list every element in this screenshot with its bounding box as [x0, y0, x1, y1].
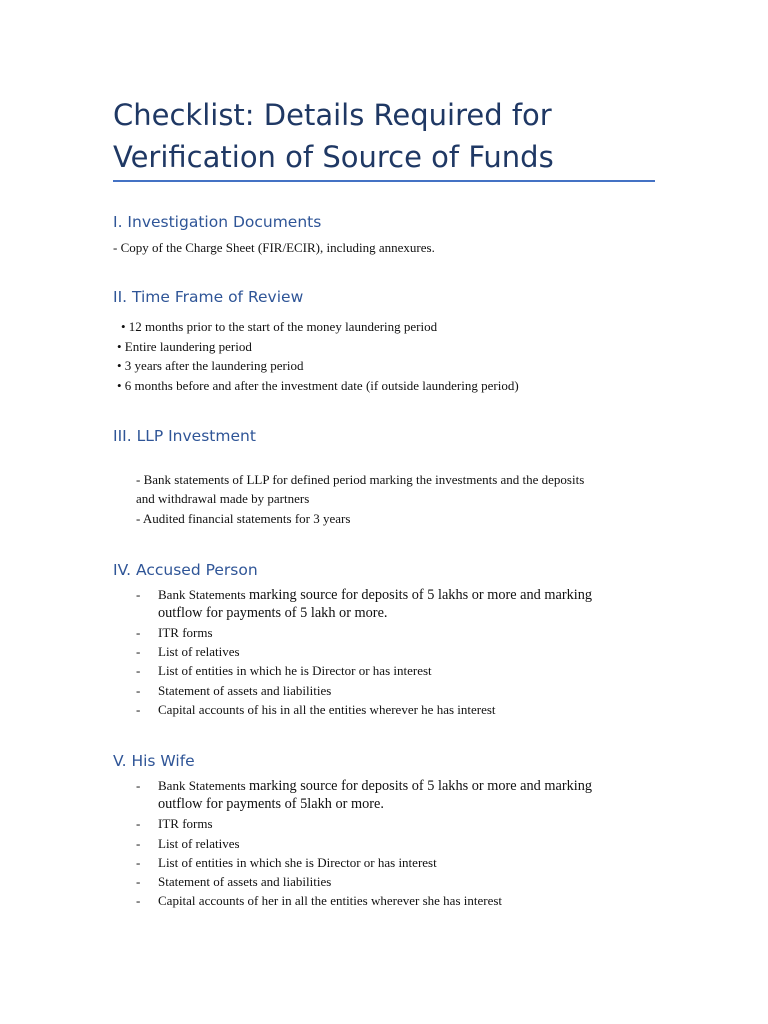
list-item: Statement of assets and liabilities [158, 683, 332, 698]
list-item: List of relatives [158, 644, 240, 659]
list-item: List of entities in which he is Director or has interest [158, 663, 432, 678]
section-heading-accused-person: IV. Accused Person [113, 561, 258, 579]
list-item: Capital accounts of her in all the entities wherever she has interest [158, 893, 503, 908]
list-dash: - [136, 778, 141, 793]
list-item: Capital accounts of his in all the entities wherever he has interest [158, 702, 496, 717]
list-item: List of entities in which she is Director or has interest [158, 855, 437, 870]
timeframe-bullet: • Entire laundering period [117, 339, 252, 354]
list-item: ITR forms [158, 816, 213, 831]
list-dash: - [136, 816, 141, 831]
title-underline [113, 180, 655, 182]
list-dash: - [136, 893, 141, 908]
section-heading-time-frame: II. Time Frame of Review [113, 288, 304, 306]
timeframe-bullet: • 3 years after the laundering period [117, 358, 304, 373]
section-heading-investigation-documents: I. Investigation Documents [113, 213, 322, 231]
list-item-detail: marking source for deposits of 5 lakhs or more and marking [249, 587, 593, 603]
charge-sheet-line: - Copy of the Charge Sheet (FIR/ECIR), including annexures. [113, 240, 435, 255]
llp-audited-statements-line: - Audited financial statements for 3 years [136, 511, 351, 526]
section-heading-llp-investment: III. LLP Investment [113, 427, 256, 445]
section-heading-his-wife: V. His Wife [113, 752, 195, 770]
list-dash: - [136, 683, 141, 698]
list-item: ITR forms [158, 625, 213, 640]
list-item-detail-cont: outflow for payments of 5lakh or more. [158, 796, 384, 812]
list-item-label: Bank Statements [158, 778, 249, 793]
list-item-bank-statements [158, 585, 658, 606]
list-item-detail-cont: outflow for payments of 5 lakh or more. [158, 605, 388, 621]
timeframe-bullet: • 6 months before and after the investment date (if outside laundering period) [117, 378, 519, 393]
list-dash: - [136, 836, 141, 851]
llp-bank-statements-line-cont: and withdrawal made by partners [136, 491, 310, 506]
list-dash: - [136, 702, 141, 717]
list-dash: - [136, 663, 141, 678]
list-dash: - [136, 855, 141, 870]
timeframe-bullet: • 12 months prior to the start of the money laundering period [121, 319, 438, 334]
list-dash: - [136, 625, 141, 640]
list-item-detail: marking source for deposits of 5 lakhs or more and marking [249, 778, 593, 794]
list-dash: - [136, 587, 141, 602]
llp-bank-statements-line: - Bank statements of LLP for defined period marking the investments and the deposits [136, 472, 585, 487]
list-dash: - [136, 644, 141, 659]
list-item: Statement of assets and liabilities [158, 874, 332, 889]
list-dash: - [136, 874, 141, 889]
list-item: List of relatives [158, 836, 240, 851]
list-item-label: Bank Statements [158, 587, 249, 602]
document-title: Checklist: Details Required for Verification of Source of Funds [113, 98, 554, 174]
list-item-bank-statements [158, 776, 658, 797]
